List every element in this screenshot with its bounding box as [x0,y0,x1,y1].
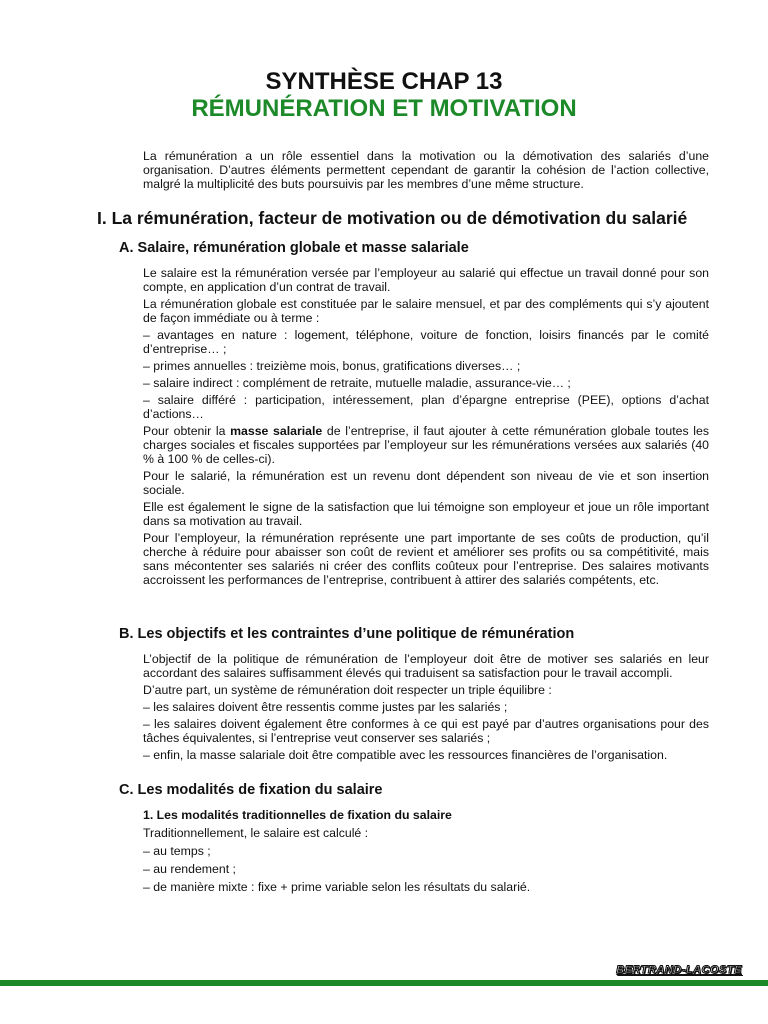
subsection-b-heading: B. Les objectifs et les contraintes d’une politique de rémunération [119,626,575,642]
list-line: – au rendement ; [143,862,236,876]
bullet-item: – les salaires doivent être ressentis comme justes par les salariés ; [143,700,508,714]
page-subtitle: RÉMUNÉRATION ET MOTIVATION [191,95,577,122]
paragraph: Le salaire est la rémunération versée par l’employeur au salarié qui effectue un travail donné pour son compte, en application d’un contrat de travail. [143,266,709,294]
text-fragment: Pour obtenir la [143,424,231,438]
intro-text: La rémunération a un rôle essentiel dans la motivation ou la démotivation des salariés d’une organisation. D’autres éléments permettent cependant de garantir la cohésion de l’action collective, malgré la multiplicité des buts poursuivis par les membres d’une même structure. [143,149,709,191]
bullet-item: – enfin, la masse salariale doit être compatible avec les ressources financières de l’organisation. [143,748,668,762]
bullet-item: – salaire indirect : complément de retraite, mutuelle maladie, assurance-vie… ; [143,376,571,390]
text-fragment: de l’entreprise, il faut ajouter à cette rémunération globale toutes les charges sociales et fiscales supportées par l’employeur sur les rémunérations versées aux salariés (40 % à 100 % de celles-ci). [143,424,709,466]
subsection-a-heading: A. Salaire, rémunération globale et masse salariale [119,240,469,256]
paragraph: L’objectif de la politique de rémunération de l’employeur doit être de motiver ses salariés en leur accordant des salaires suffisamment élevés qui traduisent sa satisfaction pour le travail accompli. [143,652,709,680]
paragraph: D’autre part, un système de rémunération doit respecter un triple équilibre : [143,683,552,697]
page-title: SYNTHÈSE CHAP 13 [265,68,503,95]
paragraph: Elle est également le signe de la satisfaction que lui témoigne son employeur et joue un rôle important dans sa motivation au travail. [143,500,709,528]
subsection-c1-heading: 1. Les modalités traditionnelles de fixation du salaire [143,808,452,822]
list-line: – au temps ; [143,844,211,858]
intro-paragraph [143,149,709,191]
bullet-item: – avantages en nature : logement, téléphone, voiture de fonction, loisirs financés par le comité d’entreprise… ; [143,328,709,356]
paragraph-masse-salariale [143,424,709,466]
paragraph: Pour le salarié, la rémunération est un revenu dont dépendent son niveau de vie et son insertion sociale. [143,469,709,497]
list-line: Traditionnellement, le salaire est calculé : [143,826,369,840]
subsection-a-body [143,266,709,590]
list-line: – de manière mixte : fixe + prime variable selon les résultats du salarié. [143,880,531,894]
paragraph: La rémunération globale est constituée par le salaire mensuel, et par des compléments qui s’y ajoutent de façon immédiate ou à terme : [143,297,709,325]
section-1-heading: I. La rémunération, facteur de motivation ou de démotivation du salarié [97,208,688,228]
publisher-logo: BERTRAND-LACOSTE [616,964,742,976]
bullet-item: – les salaires doivent également être conformes à ce qui est payé par d’autres organisations pour des tâches équivalentes, si l’entreprise veut conserver ses salariés ; [143,717,709,745]
keyword-masse-salariale: masse salariale [230,424,323,438]
subsection-b-body [143,652,709,765]
paragraph: Pour l’employeur, la rémunération représente une part importante de ses coûts de production, qu’il cherche à réduire pour abaisser son coût de revient et améliorer ses profits ou sa compétitivité, mais sans mécontenter ses salariés ni créer des conflits coûteux pour l’entreprise. Des salaires motivants accroissent les performances de l’entreprise, contribuent à attirer des salariés compétents, etc. [143,531,709,587]
subsection-c-heading: C. Les modalités de fixation du salaire [119,782,383,798]
bullet-item: – primes annuelles : treizième mois, bonus, gratifications diverses… ; [143,359,521,373]
subsection-c1-body [143,826,709,898]
footer-bar [0,980,768,986]
bullet-item: – salaire différé : participation, intéressement, plan d’épargne entreprise (PEE), options d’achat d’actions… [143,393,709,421]
